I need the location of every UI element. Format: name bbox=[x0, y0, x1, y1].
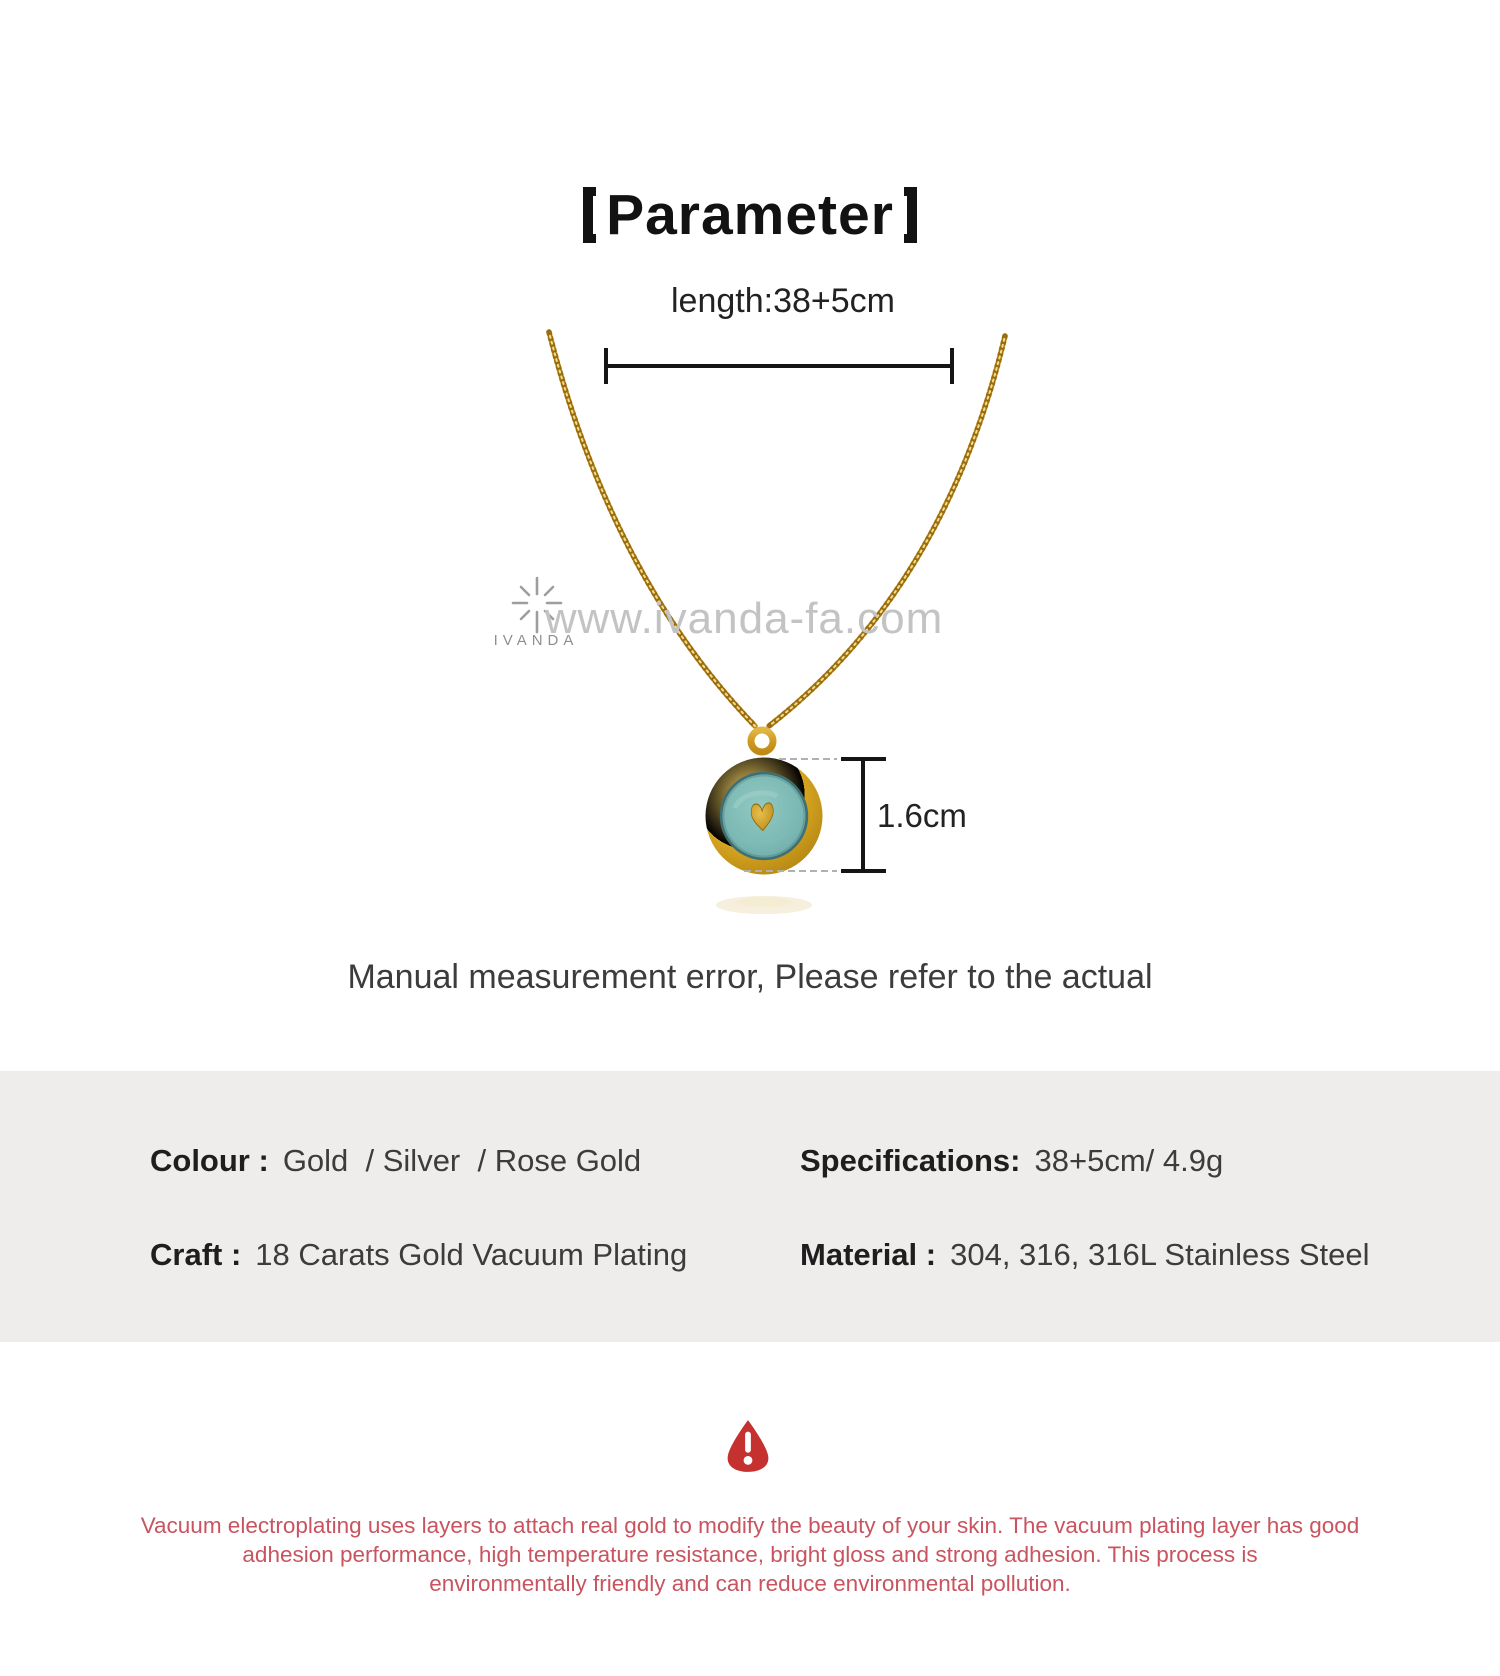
vacuum-plating-description bbox=[0, 1511, 1500, 1598]
pendant-bail-ring bbox=[751, 730, 773, 752]
chain-left-strand bbox=[549, 332, 755, 726]
measurement-note: Manual measurement error, Please refer to the actual bbox=[347, 958, 1153, 996]
watermark-brand: IVANDA bbox=[493, 632, 579, 649]
length-measure-line bbox=[606, 348, 952, 384]
description-line-1: Vacuum electroplating uses layers to attach real gold to modify the beauty of your skin. The vacuum plating layer has good bbox=[140, 1513, 1360, 1538]
spec-craft bbox=[150, 1237, 687, 1273]
exclamation-warning-icon bbox=[725, 1418, 771, 1474]
spec-craft-label: Craft : bbox=[150, 1237, 242, 1272]
spec-colour bbox=[150, 1143, 641, 1179]
pendant-charm bbox=[706, 758, 823, 875]
spec-specifications-value: 38+5cm/ 4.9g bbox=[1034, 1143, 1224, 1178]
watermark-url: www.ivanda-fa.com bbox=[544, 594, 944, 643]
page-title-text: Parameter bbox=[606, 183, 894, 247]
pendant-reflection bbox=[716, 896, 812, 914]
spec-colour-label: Colour : bbox=[150, 1143, 269, 1178]
pendant-height-label: 1.6cm bbox=[877, 797, 967, 834]
length-measurement-label: length:38+5cm bbox=[671, 282, 895, 320]
specifications-band bbox=[0, 1071, 1500, 1342]
description-line-3: environmentally friendly and can reduce environmental pollution. bbox=[429, 1571, 1071, 1596]
spec-specifications bbox=[800, 1143, 1223, 1179]
necklace-chain bbox=[549, 332, 1005, 726]
title-left-bracket bbox=[583, 187, 596, 243]
spec-material bbox=[800, 1237, 1370, 1273]
chain-right-strand bbox=[769, 336, 1005, 726]
spec-material-value: 304, 316, 316L Stainless Steel bbox=[950, 1237, 1370, 1272]
spec-specifications-label: Specifications: bbox=[800, 1143, 1021, 1178]
spec-material-label: Material : bbox=[800, 1237, 937, 1272]
spec-craft-value: 18 Carats Gold Vacuum Plating bbox=[255, 1237, 688, 1272]
description-line-2: adhesion performance, high temperature resistance, bright gloss and strong adhesion. This process is bbox=[242, 1542, 1258, 1567]
page-title bbox=[0, 182, 1500, 248]
spec-colour-value: Gold / Silver / Rose Gold bbox=[282, 1143, 642, 1178]
title-right-bracket bbox=[904, 187, 917, 243]
